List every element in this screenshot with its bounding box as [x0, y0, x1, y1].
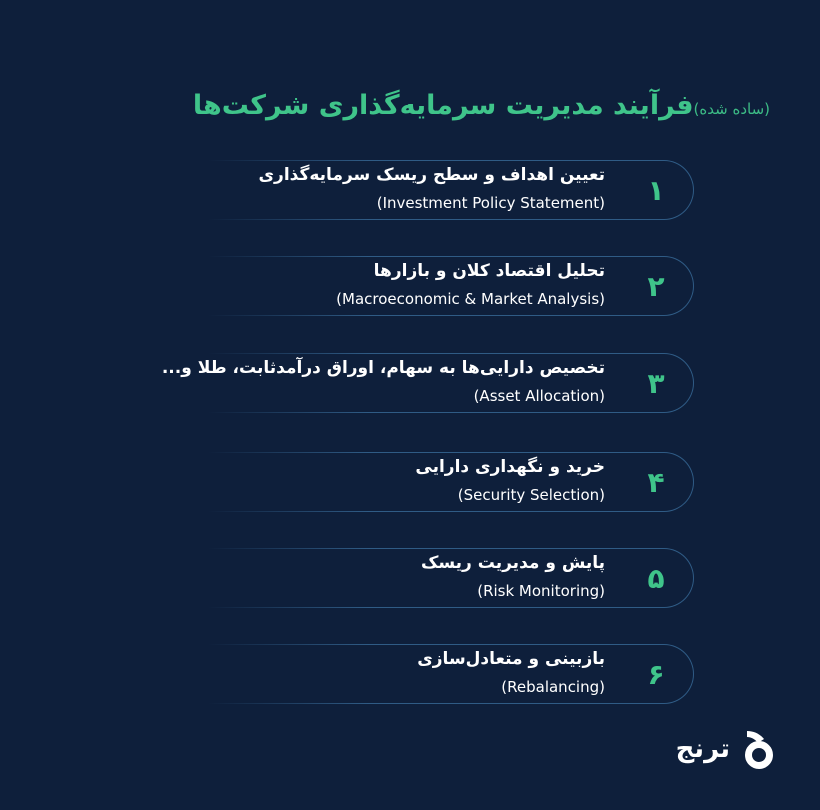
process-step-5 [208, 548, 694, 608]
step-number: ۵ [647, 561, 665, 595]
step-english-label: (Asset Allocation) [473, 387, 605, 405]
step-title: تحلیل اقتصاد کلان و بازارها [373, 261, 605, 281]
page-subtitle: (ساده شده) [693, 100, 770, 118]
step-title: تعیین اهداف و سطح ریسک سرمایه‌گذاری [258, 165, 605, 185]
step-title: بازبینی و متعادل‌سازی [417, 649, 605, 669]
process-step-2 [208, 256, 694, 316]
page-title: فرآیند مدیریت سرمایه‌گذاری شرکت‌ها [192, 90, 694, 121]
process-step-3 [161, 353, 694, 413]
process-step-1 [208, 160, 694, 220]
step-number: ۲ [647, 269, 665, 303]
step-english-label: (Risk Monitoring) [477, 582, 605, 600]
step-number: ۴ [647, 465, 665, 499]
step-english-label: (Investment Policy Statement) [376, 194, 605, 212]
step-number: ۶ [647, 657, 665, 691]
toranj-logo-icon [738, 727, 776, 771]
step-number: ۳ [647, 366, 665, 400]
process-step-6 [208, 644, 694, 704]
step-title: تخصیص دارایی‌ها به سهام، اوراق درآمدثابت، طلا و... [161, 358, 605, 378]
step-title: خرید و نگهداری دارایی [415, 457, 605, 477]
step-title: پایش و مدیریت ریسک [420, 553, 605, 573]
step-english-label: (Macroeconomic & Market Analysis) [336, 290, 605, 308]
brand-logo [676, 727, 776, 771]
step-english-label: (Rebalancing) [501, 678, 605, 696]
page-header [193, 90, 780, 121]
process-step-4 [208, 452, 694, 512]
brand-name: ترنج [675, 734, 730, 764]
step-english-label: (Security Selection) [457, 486, 605, 504]
step-number: ۱ [647, 173, 665, 207]
